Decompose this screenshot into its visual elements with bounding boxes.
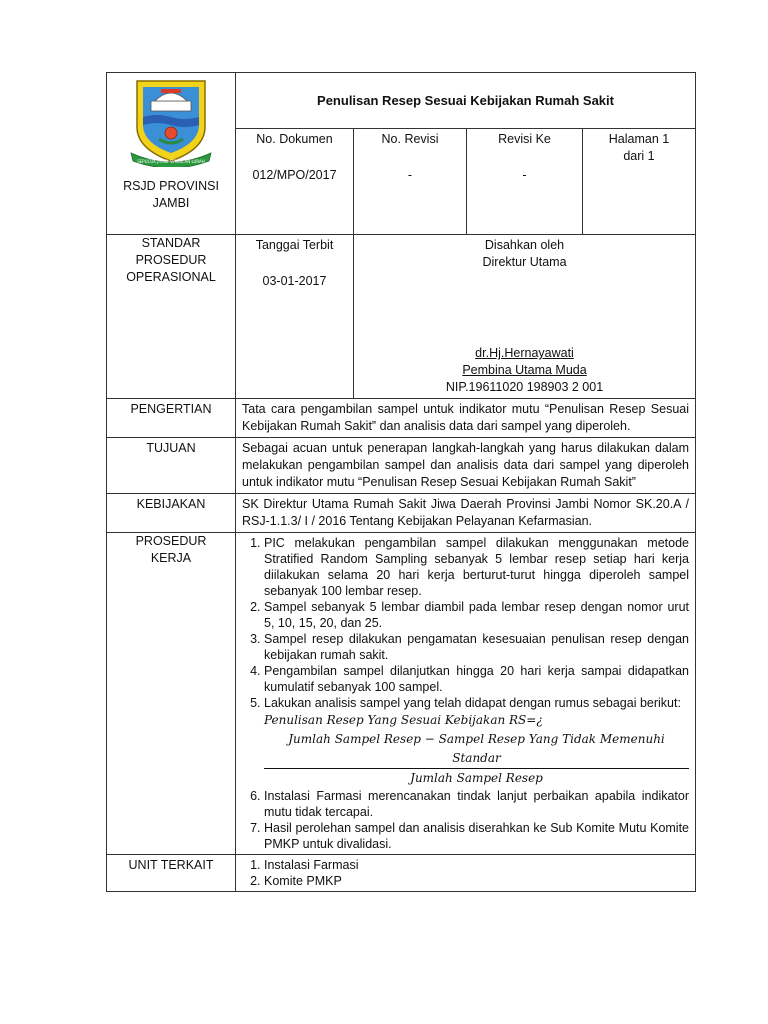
prosedur-step: 7. Hasil perolehan sampel dan analisis diserahkan ke Sub Komite Mutu Komite PMKP untuk divalidasi. [264, 820, 689, 852]
kebijakan-label: KEBIJAKAN [107, 494, 236, 533]
no-revisi-label: No. Revisi [381, 132, 439, 146]
approval-cell [354, 235, 696, 399]
tujuan-text: Sebagai acuan untuk penerapan langkah-langkah yang harus dilakukan dalam melakukan pengambilan sampel dan analisis data dari sampel yang diperoleh untuk indikator mutu “Penulisan Resep Sesuai Kebijakan Rumah Sakit” [236, 438, 696, 494]
document-title: Penulisan Resep Sesuai Kebijakan Rumah Sakit [236, 73, 696, 129]
institution-cell [107, 73, 236, 235]
svg-text:SEPUCUK JAMBI SEMBILAN LURAH: SEPUCUK JAMBI SEMBILAN LURAH [137, 159, 205, 164]
disahkan-label: Disahkan oleh [484, 238, 565, 252]
prosedur-step: Lakukan analisis sampel yang telah didapat dengan rumus sebagai berikut: [264, 696, 681, 710]
formula-denominator: Jumlah Sampel Resep [410, 771, 543, 785]
no-revisi-value: - [407, 168, 413, 182]
kebijakan-text: SK Direktur Utama Rumah Sakit Jiwa Daerah Provinsi Jambi Nomor SK.20.A / RSJ-1.1.3/ I / 2016 Tentang Kebijakan Pelayanan Kefarmasian. [236, 494, 696, 533]
formula-fraction [264, 730, 689, 788]
signer-rank: Pembina Utama Muda [462, 363, 587, 377]
no-dokumen-cell [236, 129, 354, 235]
sop-label: STANDAR PROSEDUR OPERASIONAL [107, 235, 236, 399]
prosedur-step: 3. Sampel resep dilakukan pengamatan kesesuaian penulisan resep dengan kebijakan rumah sakit. [264, 631, 689, 663]
jambi-province-logo [129, 77, 213, 167]
pengertian-text: Tata cara pengambilan sampel untuk indikator mutu “Penulisan Resep Sesuai Kebijakan Rumah Sakit” dan analisis data dari sampel yang diperoleh. [236, 399, 696, 438]
unit-item: 1. Instalasi Farmasi [264, 857, 689, 873]
unit-label: UNIT TERKAIT [107, 855, 236, 892]
institution-name: RSJD PROVINSI JAMBI [123, 179, 219, 210]
halaman-cell [583, 129, 696, 235]
formula-numerator: Jumlah Sampel Resep − Sampel Resep Yang Tidak Memenuhi Standar [264, 730, 689, 769]
prosedur-step: 2. Sampel sebanyak 5 lembar diambil pada lembar resep dengan nomor urut 5, 10, 15, 20, dan 25. [264, 599, 689, 631]
tanggal-label: Tanggai Terbit [255, 238, 334, 252]
tanggal-cell [236, 235, 354, 399]
no-dokumen-label: No. Dokumen [256, 132, 333, 146]
unit-list [242, 857, 689, 889]
revisi-ke-cell [467, 129, 583, 235]
halaman-label: Halaman 1 dari 1 [608, 132, 670, 163]
prosedur-label: PROSEDUR KERJA [107, 533, 236, 855]
unit-item: 2. Komite PMKP [264, 873, 689, 889]
formula-lhs: Penulisan Resep Yang Sesuai Kebijakan RS=¿ [264, 713, 543, 727]
prosedur-step: 4. Pengambilan sampel dilanjutkan hingga 20 hari kerja sampai didapatkan kumulatif sebanyak 100 sampel. [264, 663, 689, 695]
signer-name: dr.Hj.Hernayawati [475, 346, 574, 360]
no-dokumen-value: 012/MPO/2017 [252, 168, 337, 182]
prosedur-list [242, 535, 689, 852]
prosedur-cell [236, 533, 696, 855]
sop-table [106, 72, 696, 892]
pengertian-label: PENGERTIAN [107, 399, 236, 438]
signer-nip: NIP.19611020 198903 2 001 [445, 380, 604, 394]
revisi-ke-value: - [522, 168, 527, 182]
jabatan-label: Direktur Utama [482, 255, 567, 269]
tujuan-label: TUJUAN [107, 438, 236, 494]
prosedur-step: 6. Instalasi Farmasi merencanakan tindak lanjut perbaikan apabila indikator mutu tidak tercapai. [264, 788, 689, 820]
prosedur-step-formula [264, 695, 689, 788]
tanggal-value: 03-01-2017 [262, 274, 327, 288]
prosedur-step: 1. PIC melakukan pengambilan sampel dilakukan menggunakan metode Stratified Random Sampling sebanyak 5 lembar resep setiap hari kerja diilakukan selama 20 hari kerja berturut-turut hingga diperoleh sampel sebanyak 100 lembar resep. [264, 535, 689, 599]
unit-cell [236, 855, 696, 892]
formula-block [264, 711, 689, 788]
revisi-ke-label: Revisi Ke [498, 132, 551, 146]
no-revisi-cell [354, 129, 467, 235]
